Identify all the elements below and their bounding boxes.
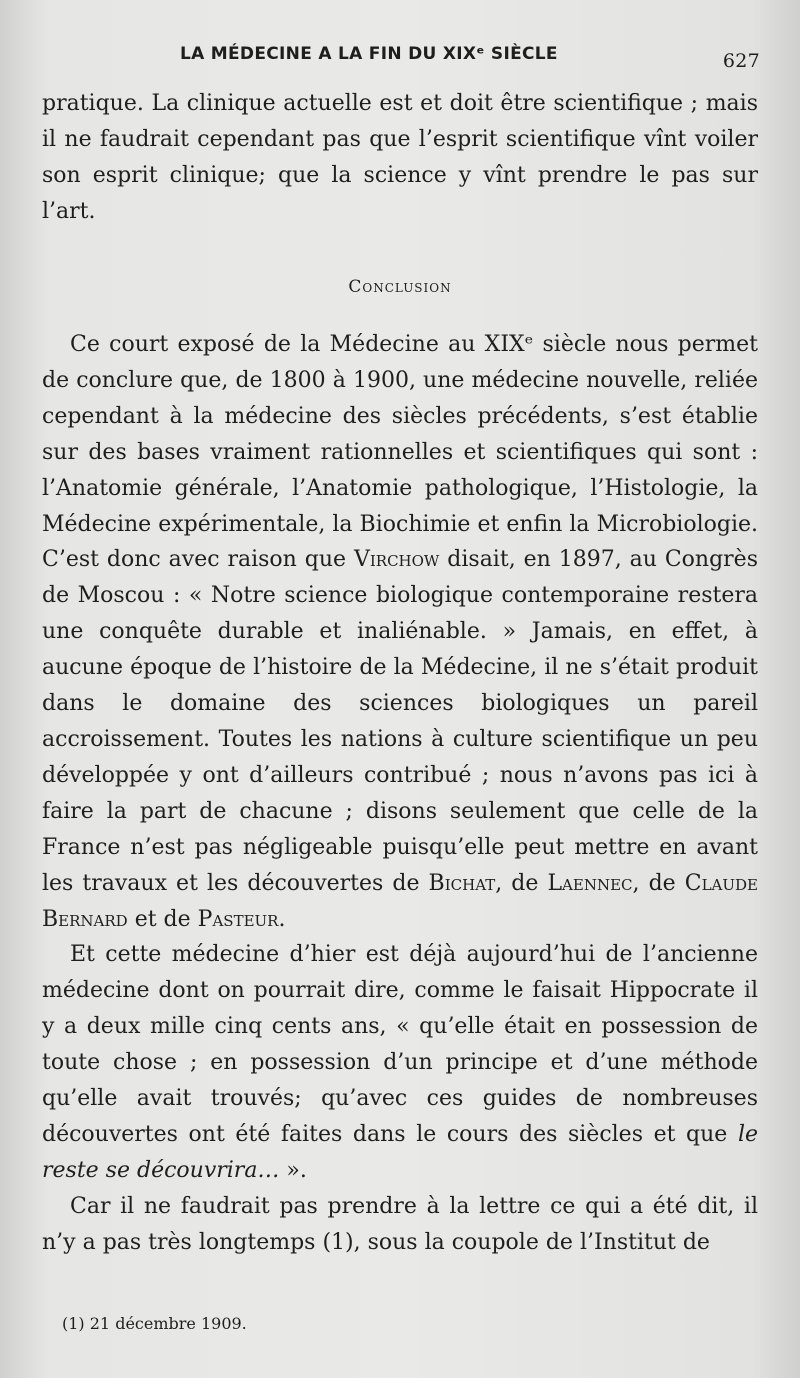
continuation-block [42,86,758,230]
paragraph2-part1: Et cette médecine d’hier est déjà aujourd’hui de l’ancienne médecine dont on pourrait dire, comme le faisait Hippocrate il y a deux mille cinq cents ans, « qu’elle était en possession de toute chose ; en possession d’un principe et d’une méthode qu’elle avait trouvés; qu’avec ces guides de nombreuses découvertes ont été faites dans le cours des siècles et que [42,942,758,1147]
separator: et de [127,906,198,932]
body-text [42,327,758,1261]
section-heading: Conclusion [348,277,452,297]
page-number: 627 [722,50,760,72]
italic-quote: le reste se découvrira… [42,1121,758,1183]
separator: , de [632,870,685,896]
paragraph-institut: Car il ne faudrait pas prendre à la lettre ce qui a été dit, il n’y a pas très longtemps (1), sous la coupole de l’Institut de [42,1193,758,1255]
name-laennec: Laennec [547,870,633,896]
running-title: LA MÉDECINE A LA FIN DU XIXᵉ SIÈCLE [180,44,558,64]
name-bichat: Bichat [428,870,496,896]
continuation-paragraph: pratique. La clinique actuelle est et doit être scientifique ; mais il ne faudrait cependant pas que l’esprit scientifique vînt voiler son esprit clinique; que la science y vînt prendre le pas sur l’art. [42,91,758,224]
paragraph2-end: ». [279,1157,307,1183]
paragraph-conclusion [42,327,758,937]
separator: , de [495,870,548,896]
paragraph1-part1: Ce court exposé de la Médecine au XIXᵉ siècle nous permet de conclure que, de 1800 à 1900, une médecine nouvelle, reliée cependant à la médecine des siècles précédents, s’est établie sur des bases vraiment rationnelles et scientifiques qui sont : l’Anatomie générale, l’Anatomie pathologique, l’Histologie, la Médecine expérimentale, la Biochimie et enfin la Microbiologie. C’est donc avec raison que [42,332,758,573]
paragraph-hippocrate [42,937,758,1188]
name-pasteur: Pasteur [197,906,279,932]
footnote: (1) 21 décembre 1909. [62,1314,247,1333]
paragraph1-end: . [278,906,286,932]
name-virchow: Virchow [353,547,440,573]
paragraph1-part2: disait, en 1897, au Congrès de Moscou : « Notre science biologique contemporaine restera une conquête durable et inaliénable. » Jamais, en effet, à aucune époque de l’histoire de la Médecine, il ne s’était produit dans le domaine des sciences biologiques un pareil accroissement. Toutes les nations à culture scientifique un peu développée y ont d’ailleurs contribué ; nous n’avons pas ici à faire la part de chacune ; disons seulement que celle de la France n’est pas négligeable puisqu’elle peut mettre en avant les travaux et les découvertes de [42,547,758,896]
name-claude-bernard: Claude Bernard [42,870,758,932]
